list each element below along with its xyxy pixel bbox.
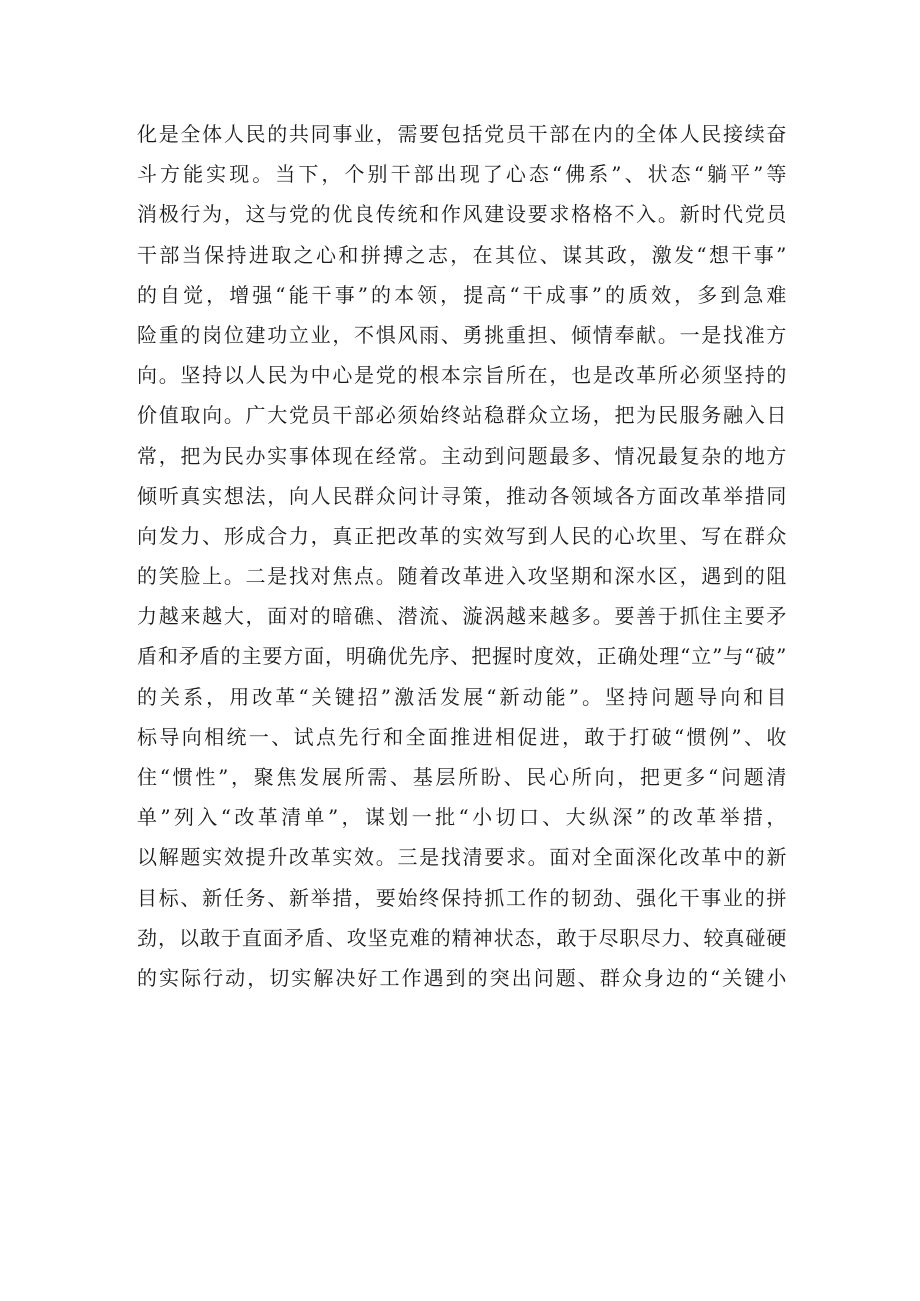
text-line-13: 力越来越大，面对的暗礁、潜流、漩涡越来越多。要善于抓住主要矛 xyxy=(137,604,787,629)
text-line-7: 向。坚持以人民为中心是党的根本宗旨所在，也是改革所必须坚持的 xyxy=(137,363,787,388)
text-line-10: 倾听真实想法，向人民群众问计寻策，推动各领域各方面改革举措同 xyxy=(137,483,787,508)
text-line-18: 单”列入“改革清单”，谋划一批“小切口、大纵深”的改革举措， xyxy=(137,805,787,830)
text-line-4: 干部当保持进取之心和拼搏之志，在其位、谋其政，激发“想干事” xyxy=(137,242,787,267)
text-line-2: 斗方能实现。当下，个别干部出现了心态“佛系”、状态“躺平”等 xyxy=(137,162,787,187)
text-line-12: 的笑脸上。二是找对焦点。随着改革进入攻坚期和深水区，遇到的阻 xyxy=(137,564,787,589)
text-line-15: 的关系，用改革“关键招”激活发展“新动能”。坚持问题导向和目 xyxy=(137,684,787,709)
text-line-19: 以解题实效提升改革实效。三是找清要求。面对全面深化改革中的新 xyxy=(137,845,787,870)
text-line-9: 常，把为民办实事体现在经常。主动到问题最多、情况最复杂的地方 xyxy=(137,443,787,468)
text-line-21: 劲，以敢于直面矛盾、攻坚克难的精神状态，敢于尽职尽力、较真碰硬 xyxy=(137,925,787,950)
text-line-11: 向发力、形成合力，真正把改革的实效写到人民的心坎里、写在群众 xyxy=(137,523,787,548)
text-line-17: 住“惯性”，聚焦发展所需、基层所盼、民心所向，把更多“问题清 xyxy=(137,765,787,789)
text-line-14: 盾和矛盾的主要方面，明确优先序、把握时度效，正确处理“立”与“破” xyxy=(137,644,787,669)
body-paragraph xyxy=(137,114,787,998)
text-line-16: 标导向相统一、试点先行和全面推进相促进，敢于打破“惯例”、收 xyxy=(137,724,787,749)
text-line-8: 价值取向。广大党员干部必须始终站稳群众立场，把为民服务融入日 xyxy=(137,403,787,428)
text-line-1: 化是全体人民的共同事业，需要包括党员干部在内的全体人民接续奋 xyxy=(137,122,787,146)
text-line-6: 险重的岗位建功立业，不惧风雨、勇挑重担、倾情奉献。一是找准方 xyxy=(137,322,787,347)
text-line-3: 消极行为，这与党的优良传统和作风建设要求格格不入。新时代党员 xyxy=(137,202,787,227)
text-line-20: 目标、新任务、新举措，要始终保持抓工作的韧劲、强化干事业的拼 xyxy=(137,885,787,910)
text-line-5: 的自觉，增强“能干事”的本领，提高“干成事”的质效，多到急难 xyxy=(137,282,787,307)
text-line-22: 的实际行动，切实解决好工作遇到的突出问题、群众身边的“关键小 xyxy=(137,965,787,990)
